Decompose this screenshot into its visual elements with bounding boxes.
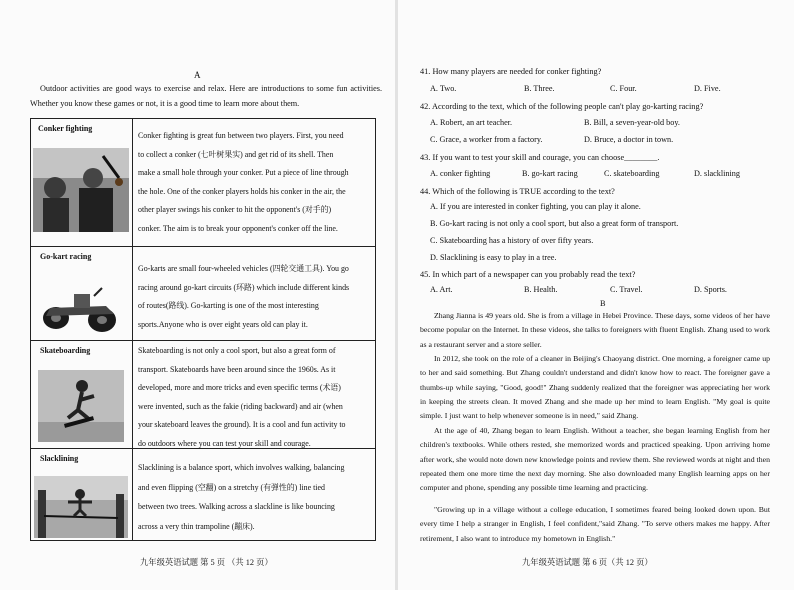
conker-fighting-photo-icon: [33, 148, 129, 232]
question-43: 43. If you want to test your skill and courage, you can choose________.: [420, 153, 660, 162]
text-line: Skateboarding is not only a cool sport, but also a great form of: [138, 346, 336, 355]
q45-option-d: D. Sports.: [694, 285, 727, 294]
passage-paragraph-2: In 2012, she took on the role of a cleaner in Beijing's Chaoyang district. One morning, a foreigner came up to her and said something. But Zhang couldn't understand and didn't know how to react. The foreigner gave a thumbs-up while saying, "Good, good!" Zhang suddenly realized that the foreigner was appreciating her work in keeping the streets clean. It moved Zhang and she made up her mind to learn English. "My goal is quite simple. I just want to help whenever someone is in need," said Zhang.: [420, 354, 770, 421]
text-line: other player swings his conker to hit the opponent's (对手的): [138, 205, 332, 214]
q41-option-b: B. Three.: [524, 84, 555, 93]
q42-option-d: D. Bruce, a doctor in town.: [584, 135, 674, 144]
q45-option-b: B. Health.: [524, 285, 558, 294]
row-title-skateboarding: Skateboarding: [40, 346, 91, 355]
text-line: Slacklining is a balance sport, which involves walking, balancing: [138, 463, 345, 472]
q44-option-d: D. Slacklining is easy to play in a tree.: [430, 253, 557, 262]
intro-paragraph: Outdoor activities are good ways to exercise and relax. Here are introductions to some fun activities. Whether you know these games or not, it is a good time to learn more about them.: [30, 84, 382, 108]
table-bottom-border: [30, 540, 376, 541]
q41-option-d: D. Five.: [694, 84, 721, 93]
passage-paragraph-1: Zhang Jianna is 49 years old. She is from a village in Hebei Province. These days, some videos of her have become popular on the Internet. In these videos, she talks to foreigners with fluent English. Zhang used to work as a restaurant server and a store seller.: [420, 311, 770, 349]
q42-option-b: B. Bill, a seven-year-old boy.: [584, 118, 680, 127]
text-line: conker. The aim is to break your opponent's conker off the line.: [138, 223, 338, 233]
skateboarding-photo-icon: [38, 370, 124, 442]
q44-option-b: B. Go-kart racing is not only a cool sport, but also a great form of transport.: [430, 219, 679, 228]
q42-option-a: A. Robert, an art teacher.: [430, 118, 513, 127]
table-left-border: [30, 118, 31, 541]
text-line: across a very thin trampoline (蹦床).: [138, 521, 255, 531]
q41-option-a: A. Two.: [430, 84, 457, 93]
table-right-border: [375, 118, 376, 541]
question-44: 44. Which of the following is TRUE according to the text?: [420, 187, 615, 196]
slacklining-description: [138, 458, 374, 536]
text-line: the hole. One of the conker players holds his conker in the air, the: [138, 186, 346, 196]
q43-option-a: A. conker fighting: [430, 169, 491, 178]
text-line: do outdoors where you can test your skill and courage.: [138, 438, 311, 448]
text-line: sports.Anyone who is over eight years old can play it.: [138, 319, 308, 329]
question-45: 45. In which part of a newspaper can you probably read the text?: [420, 270, 636, 279]
text-line: Conker fighting is great fun between two players. First, you need: [138, 131, 344, 140]
right-page: [398, 0, 794, 590]
text-line: to collect a conker (七叶树果实) and get rid of its shell. Then: [138, 149, 334, 159]
text-line: your skateboard leaves the ground). It is a cool and fun activity to: [138, 420, 346, 429]
text-line: transport. Skateboards have been around since the 1960s. As it: [138, 364, 336, 374]
text-line: of routes(路线). Go-karting is one of the most interesting: [138, 301, 319, 310]
q43-option-c: C. skateboarding: [604, 169, 660, 178]
text-line: developed, more and more tricks and even specific terms (术语): [138, 383, 341, 392]
right-page-footer: 九年级英语试题 第 6 页（共 12 页）: [522, 558, 653, 567]
text-line: Go-karts are small four-wheeled vehicles (四轮交通工具). You go: [138, 264, 349, 273]
left-page: [0, 0, 396, 590]
row-title-slacklining: Slacklining: [40, 454, 79, 463]
table-row-divider: [30, 340, 376, 341]
q44-option-a: A. If you are interested in conker fighting, you can play it alone.: [430, 202, 641, 211]
question-41: 41. How many players are needed for conker fighting?: [420, 67, 602, 76]
skateboarding-description: [138, 342, 374, 453]
row-title-conker: Conker fighting: [38, 124, 93, 133]
text-line: between two trees. Walking across a slackline is like bouncing: [138, 502, 335, 511]
passage-paragraph-3: At the age of 40, Zhang began to learn English. Without a teacher, she began learning English from her children's textbooks. While others rested, she memorized words and practiced speaking. Upon arriving home after work, she would note down new knowledge points and review them. She reviewed words at night and then repeated them one more time the next day morning. She also downloaded many English learning apps on her computer and phone, spending any possible time learning and practicing.: [420, 426, 770, 493]
text-line: were invented, such as the fakie (riding backward) and air (when: [138, 401, 343, 411]
gokart-description: [138, 260, 374, 334]
table-top-border: [30, 118, 376, 119]
passage-paragraph-4: "Growing up in a village without a college education, I sometimes feared being looked down upon. But every time I help a stranger in English, I feel confident,"said Zhang. "To serve others makes me happy. After retirement, I also want to introduce my hometown in English.": [420, 505, 770, 543]
q43-option-b: B. go-kart racing: [522, 169, 578, 178]
q45-option-c: C. Travel.: [610, 285, 643, 294]
text-line: and even flipping (空翻) on a stretchy (有弹性的) line tied: [138, 482, 325, 492]
section-b-heading: B: [600, 299, 606, 308]
text-line: make a small hole through your conker. Put a piece of line through: [138, 168, 349, 177]
go-kart-photo-icon: [36, 284, 122, 334]
text-line: racing around go-kart circuits (环路) which include different kinds: [138, 282, 350, 292]
q43-option-d: D. slacklining: [694, 169, 740, 178]
q45-option-a: A. Art.: [430, 285, 453, 294]
left-page-footer: 九年级英语试题 第 5 页 （共 12 页）: [140, 558, 273, 567]
q41-option-c: C. Four.: [610, 84, 637, 93]
q42-option-c: C. Grace, a worker from a factory.: [430, 135, 543, 144]
section-a-heading: A: [194, 70, 201, 80]
question-42: 42. According to the text, which of the following people can't play go-karting racing?: [420, 102, 704, 111]
slacklining-photo-icon: [34, 476, 128, 538]
conker-description: [138, 127, 374, 238]
q44-option-c: C. Skateboarding has a history of over fifty years.: [430, 236, 594, 245]
table-row-divider: [30, 246, 376, 247]
table-column-divider: [132, 118, 133, 541]
row-title-gokart: Go-kart racing: [40, 252, 92, 261]
